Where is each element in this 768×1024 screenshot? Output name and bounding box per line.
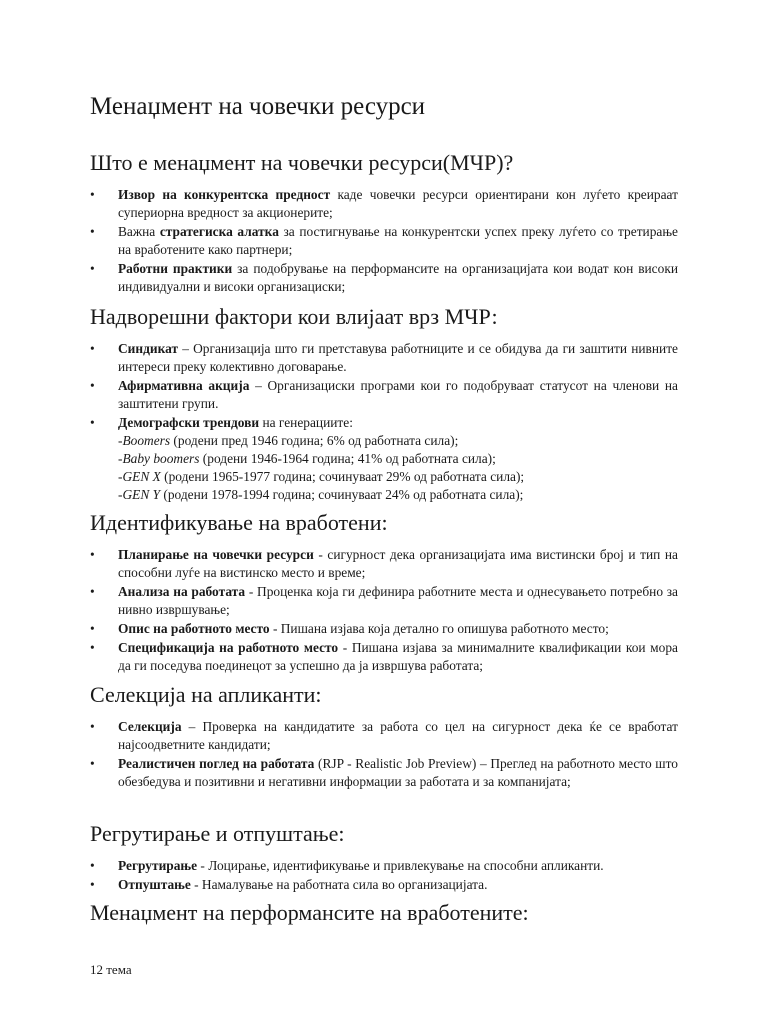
section-what-is-hrm — [90, 148, 678, 297]
list-item: • Анализа на работата - Проценка која ги дефинира работните места и однесувањето потребно за нивно извршување; — [90, 584, 678, 617]
bullet-icon: • — [90, 621, 95, 636]
section-applicant-selection — [90, 680, 678, 792]
list-item: • Отпуштање - Намалување на работната сила во организацијата. — [90, 877, 488, 892]
list-item: • Планирање на човечки ресурси - сигурност дека организацијата има вистински број и тип на способни луѓе на вистинско место и време; — [90, 547, 678, 580]
page-footer: 12 тема — [90, 962, 132, 977]
bullet-icon: • — [90, 547, 95, 562]
bullet-icon: • — [90, 858, 95, 873]
section-heading: Регрутирање и отпуштање: — [90, 821, 345, 846]
list-item: • Синдикат – Организација што ги претставува работниците и се обидува да ги заштити нивните интереси преку колективно договарање. — [90, 341, 678, 374]
section-recruiting-dismissal — [90, 819, 678, 895]
list-item: • Опис на работното место - Пишана изјава која детално го опишува работното место; — [90, 621, 609, 636]
section-performance-management — [90, 898, 678, 936]
section-heading: Што е менаџмент на човечки ресурси(МЧР)? — [90, 150, 514, 175]
list-item: • Важна стратегиска алатка за постигнување на конкурентски успех преку луѓето со третирање на вработените како партнери; — [90, 224, 678, 257]
bullet-icon: • — [90, 341, 95, 356]
bullet-icon: • — [90, 719, 95, 734]
list-item: • Работни практики за подобрување на перформансите на организацијата кои водат кон високи индивидуални и високи организациски; — [90, 261, 678, 294]
list-item: • Демографски трендови на генерациите: -Boomers (родени пред 1946 година; 6% од работната сила); -Baby boomers (родени 1946-1964 година; 41% од работната сила); -GEN X (родени 1965-1977 година; сочинуваат 29% од работната сила); -GEN Y (родени 1978-1994 година; сочинуваат 24% од работната сила); — [90, 414, 678, 504]
list-item: • Реалистичен поглед на работата (RJP - Realistic Job Preview) – Преглед на работното место што обезбедува и позитивни и негативни информации за работата и за компанијата; — [90, 756, 678, 789]
list-item: • Спецификација на работното место - Пишана изјава за минималните квалификации кои мора да ги поседува поединецот за успешно да ја извршува работата; — [90, 640, 678, 673]
generation-line: -Baby boomers (родени 1946-1964 година; 41% од работната сила); — [118, 451, 496, 466]
bullet-icon: • — [90, 877, 95, 892]
bullet-icon: • — [90, 584, 95, 599]
bullet-icon: • — [90, 187, 95, 202]
generation-line: -GEN X (родени 1965-1977 година; сочинуваат 29% од работната сила); — [118, 469, 525, 484]
section-external-factors — [90, 302, 678, 505]
page-title: Менаџмент на човечки ресурси — [90, 93, 426, 120]
bullet-icon: • — [90, 756, 95, 771]
bullet-icon: • — [90, 261, 95, 276]
section-heading: Надворешни фактори кои влијаат врз МЧР: — [90, 304, 498, 329]
bullet-icon: • — [90, 640, 95, 655]
section-heading: Селекција на апликанти: — [90, 682, 322, 707]
generation-line: -GEN Y (родени 1978-1994 година; сочинуваат 24% од работната сила); — [118, 487, 524, 502]
generation-line: -Boomers (родени пред 1946 година; 6% од работната сила); — [118, 433, 459, 448]
list-item: • Селекција – Проверка на кандидатите за работа со цел на сигурност дека ќе се вработат најсоодветните кандидати; — [90, 719, 678, 752]
section-identifying-employees — [90, 508, 678, 676]
bullet-icon: • — [90, 378, 95, 393]
bullet-icon: • — [90, 224, 95, 239]
list-item: • Извор на конкурентска предност каде човечки ресурси ориентирани кон луѓето креираат супериорна вредност за акционерите; — [90, 187, 678, 220]
list-item: • Регрутирање - Лоцирање, идентификување и привлекување на способни апликанти. — [90, 858, 604, 873]
bullet-icon: • — [90, 415, 95, 430]
section-heading: Идентификување на вработени: — [90, 510, 388, 535]
section-heading: Менаџмент на перформансите на вработените: — [90, 900, 529, 925]
list-item: • Афирмативна акција – Организациски програми кои го подобруваат статусот на членови на заштитени групи. — [90, 378, 679, 411]
